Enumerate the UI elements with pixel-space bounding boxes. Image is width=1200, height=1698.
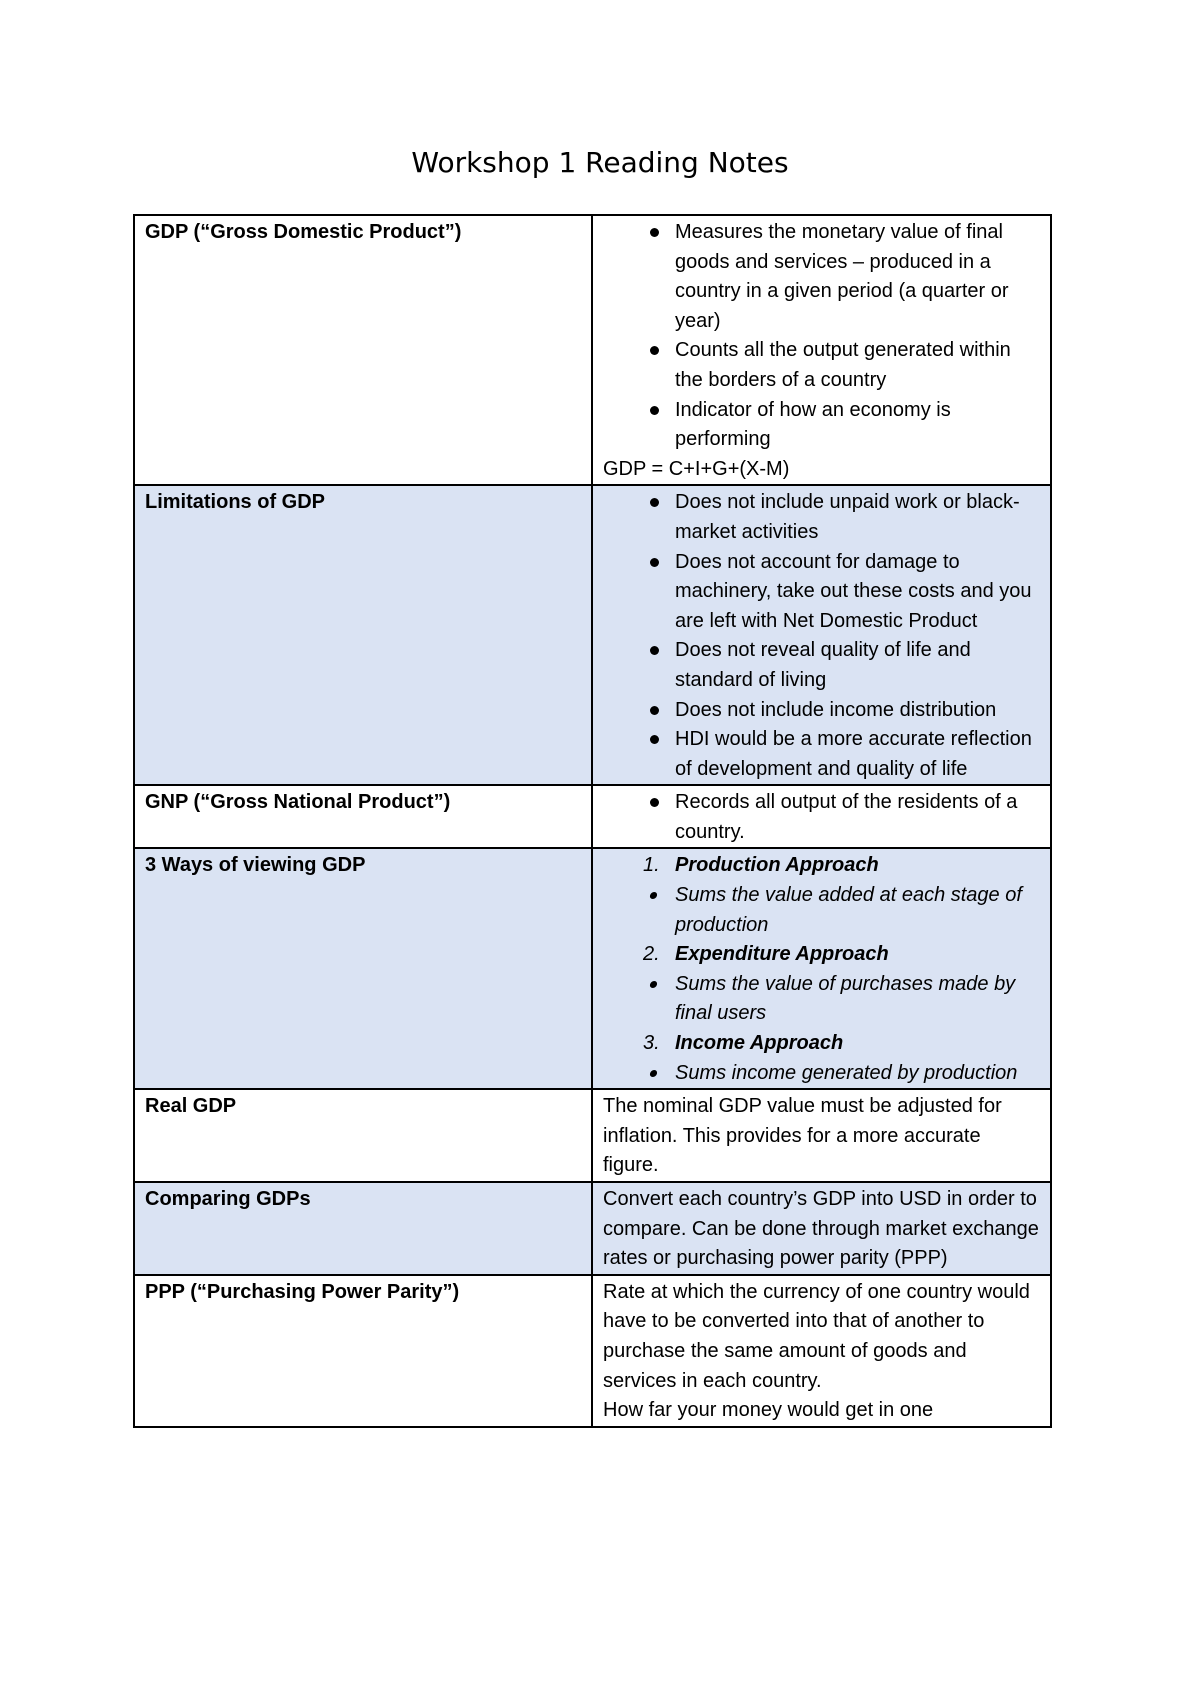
bullet-list (603, 1059, 1040, 1089)
list-item: Records all output of the residents of a country. (603, 788, 1040, 847)
list-item: Sums the value added at each stage of production (603, 881, 1040, 940)
definition-cell (592, 485, 1051, 785)
approach-name: Expenditure Approach (675, 943, 889, 966)
list-item: Does not include unpaid work or black-market activities (603, 488, 1040, 547)
term-cell: GNP (“Gross National Product”) (134, 785, 592, 848)
table-row (134, 848, 1051, 1089)
term-cell: GDP (“Gross Domestic Product”) (134, 215, 592, 485)
definition-cell (592, 785, 1051, 848)
bullet-list (603, 788, 1040, 847)
table-row (134, 1089, 1051, 1182)
table-row (134, 1275, 1051, 1427)
list-item: Sums the value of purchases made by final users (603, 970, 1040, 1029)
definition-cell: The nominal GDP value must be adjusted for inflation. This provides for a more accurate figure. (592, 1089, 1051, 1182)
term-cell: 3 Ways of viewing GDP (134, 848, 592, 1089)
approach-list (603, 1029, 1040, 1059)
term-cell: Limitations of GDP (134, 485, 592, 785)
notes-table (133, 214, 1052, 1428)
approach-name: Income Approach (675, 1032, 844, 1055)
bullet-list (603, 970, 1040, 1029)
gdp-formula: GDP = C+I+G+(X-M) (603, 457, 790, 480)
definition-cell (592, 1275, 1051, 1427)
approach-name: Production Approach (675, 854, 879, 877)
definition-cell: Convert each country’s GDP into USD in order to compare. Can be done through market exchange rates or purchasing power parity (PPP) (592, 1182, 1051, 1275)
term-cell: Real GDP (134, 1089, 592, 1182)
table-row (134, 1182, 1051, 1275)
list-item: Counts all the output generated within the borders of a country (603, 336, 1040, 395)
definition-text: Rate at which the currency of one country would have to be converted into that of another to purchase the same amount of goods and services in each country. (603, 1280, 1030, 1392)
approach-item (603, 940, 1040, 970)
definition-cell (592, 215, 1051, 485)
table-row (134, 215, 1051, 485)
approach-list (603, 851, 1040, 881)
list-item: Sums income generated by production (603, 1059, 1040, 1089)
approach-number: 3. (643, 1032, 660, 1055)
list-item: Does not account for damage to machinery, take out these costs and you are left with Net Domestic Product (603, 548, 1040, 637)
list-item: Does not include income distribution (603, 696, 1040, 726)
approach-item (603, 851, 1040, 881)
list-item: Does not reveal quality of life and standard of living (603, 636, 1040, 695)
list-item: HDI would be a more accurate reflection of development and quality of life (603, 725, 1040, 784)
list-item: Measures the monetary value of final goods and services – produced in a country in a given period (a quarter or year) (603, 218, 1040, 336)
bullet-list (603, 218, 1040, 455)
bullet-list (603, 488, 1040, 784)
definition-cell (592, 848, 1051, 1089)
page-title: Workshop 1 Reading Notes (411, 146, 789, 179)
definition-text: How far your money would get in one (603, 1399, 934, 1422)
table-row (134, 785, 1051, 848)
approach-item (603, 1029, 1040, 1059)
bullet-list (603, 881, 1040, 940)
term-cell: PPP (“Purchasing Power Parity”) (134, 1275, 592, 1427)
table-row (134, 485, 1051, 785)
approach-number: 2. (643, 943, 660, 966)
approach-number: 1. (643, 854, 660, 877)
approach-list (603, 940, 1040, 970)
list-item: Indicator of how an economy is performing (603, 396, 1040, 455)
term-cell: Comparing GDPs (134, 1182, 592, 1275)
